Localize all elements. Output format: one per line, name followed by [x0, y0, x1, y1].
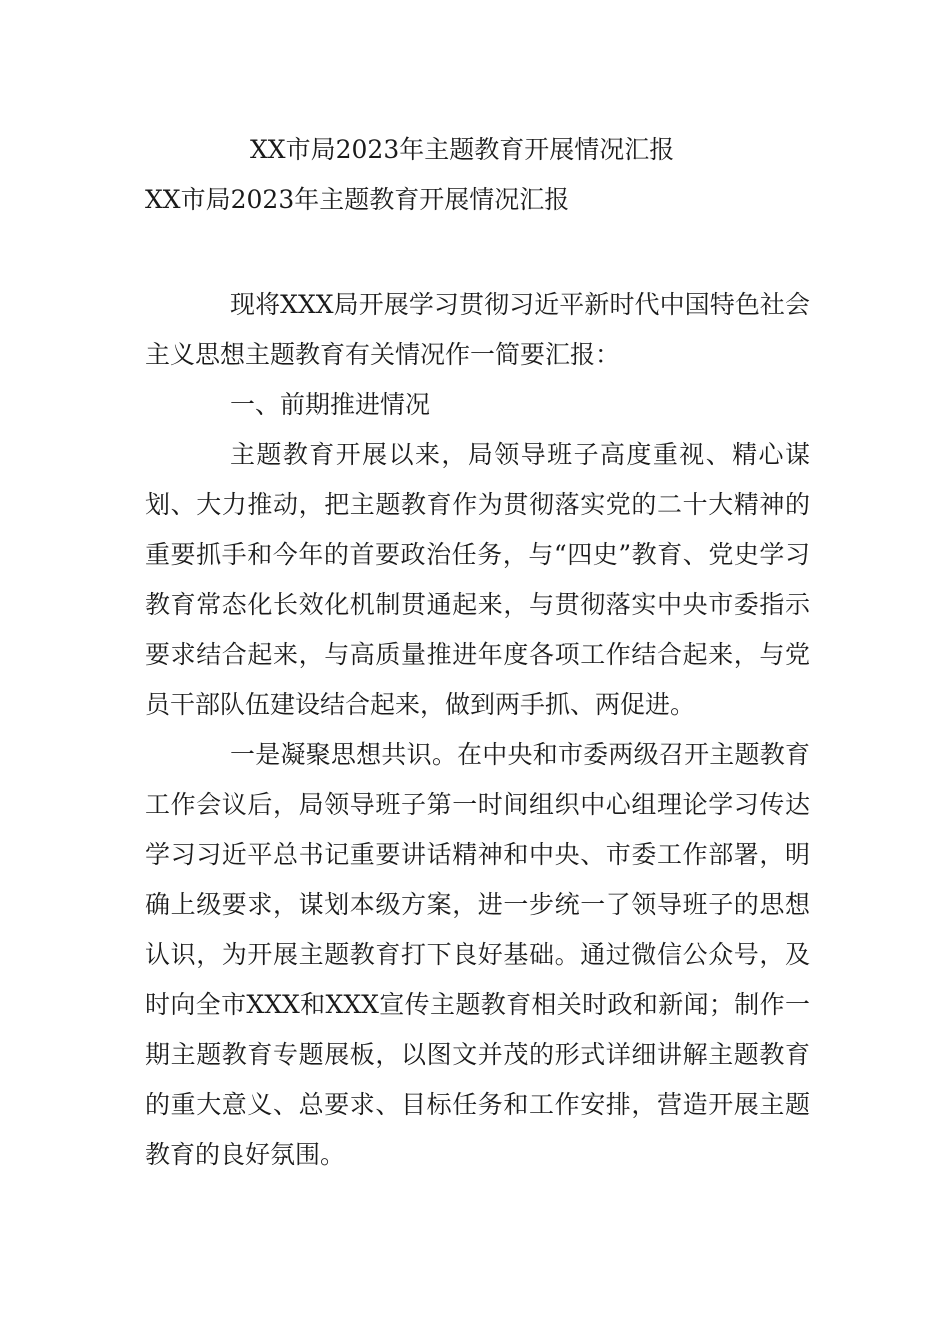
section-heading: 一、前期推进情况 — [230, 390, 431, 419]
body-paragraph: 一是凝聚思想共识。在中央和市委两级召开主题教育工作会议后，局领导班子第一时间组织中心组理论学习传达学习习近平总书记重要讲话精神和中央、市委工作部署，明确上级要求，谋划本级方案，进一步统一了领导班子的思想认识，为开展主题教育打下良好基础。通过微信公众号，及时向全市XXX和XXX宣传主题教育相关时政和新闻；制作一期主题教育专题展板，以图文并茂的形式详细讲解主题教育的重大意义、总要求、目标任务和工作安排，营造开展主题教育的良好氛围。 — [145, 740, 810, 1169]
document-body — [145, 280, 810, 1180]
document-subtitle: XX市局2023年主题教育开展情况汇报 — [145, 185, 570, 214]
body-paragraph: 主题教育开展以来，局领导班子高度重视、精心谋划、大力推动，把主题教育作为贯彻落实党的二十大精神的重要抓手和今年的首要政治任务，与“四史”教育、党史学习教育常态化长效化机制贯通起来，与贯彻落实中央市委指示要求结合起来，与高质量推进年度各项工作结合起来，与党员干部队伍建设结合起来，做到两手抓、两促进。 — [145, 440, 810, 719]
document-title: XX市局2023年主题教育开展情况汇报 — [250, 135, 675, 164]
intro-paragraph: 现将XXX局开展学习贯彻习近平新时代中国特色社会主义思想主题教育有关情况作一简要汇报： — [145, 290, 810, 369]
